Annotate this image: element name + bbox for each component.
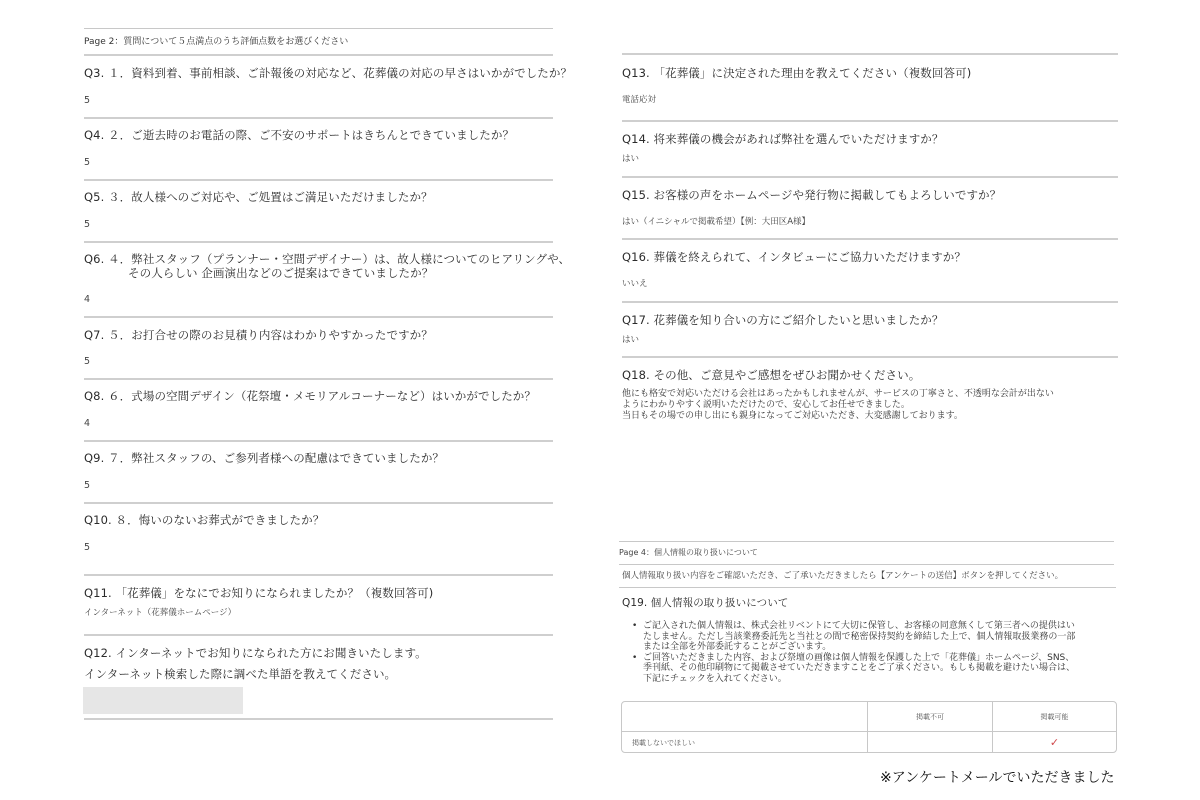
question-q10: Q10. ８．悔いのないお葬式ができましたか？ (84, 513, 325, 527)
answer-q7: 5 (84, 356, 91, 367)
question-q9: Q9. ７．弊社スタッフの、ご参列者様への配慮はできていましたか？ (84, 451, 445, 465)
question-q6-line2: その人らしい 企画演出などのご提案はできていましたか？ (128, 266, 434, 280)
question-q6: Q6. ４．弊社スタッフ（プランナー・空間デザイナー）は、故人様についてのヒアリングや、 (84, 252, 571, 266)
divider (619, 541, 1114, 542)
divider (84, 378, 553, 380)
table-header-blank (622, 702, 868, 731)
question-q12: Q12. インターネットでお知りになられた方にお聞きいたします。 (84, 646, 427, 660)
question-q7: Q7. ５．お打合せの際のお見積り内容はわかりやすかったですか？ (84, 328, 433, 342)
not-allowed-checkbox-cell[interactable] (868, 732, 993, 753)
divider (622, 176, 1118, 178)
answer-q5: 5 (84, 219, 91, 230)
divider (84, 574, 553, 576)
privacy-bullets (632, 621, 1082, 684)
answer-q16: いいえ (622, 279, 648, 289)
consent-table (621, 701, 1117, 753)
answer-q6: 4 (84, 294, 91, 305)
divider (84, 718, 553, 720)
divider (84, 241, 553, 243)
answer-q18-line3: 当日もその場での申し出にも親身になってご対応いただき、大変感謝しております。 (622, 411, 963, 421)
page4-instruction: 個人情報取り扱い内容をご確認いただき、ご了承いただきましたら【アンケートの送信】ボタンを押してください。 (622, 571, 1064, 581)
answer-q14: はい (622, 154, 640, 164)
answer-q4: 5 (84, 157, 91, 168)
checkmark-icon: ✓ (1049, 736, 1060, 749)
divider (622, 301, 1118, 303)
question-q5: Q5. ３．故人様へのご対応や、ご処置はご満足いただけましたか？ (84, 190, 433, 204)
table-header-allowed: 掲載可能 (1040, 712, 1069, 721)
q12-answer-field[interactable] (83, 687, 243, 714)
question-q11: Q11. 「花葬儀」をなにでお知りになられましたか？（複数回答可) (84, 586, 434, 600)
divider (84, 634, 553, 636)
privacy-bullet: • ご記入された個人情報は、株式会社リベントにて大切に保管し、お客様の同意無くして第三者への提供はいたしません。ただし当該業務委託先と当社との間で秘密保持契約を締結した上で、個人情報取扱業務の一部または全部を外部委託することがございます。 (632, 621, 1082, 653)
divider (84, 179, 553, 181)
divider (84, 502, 553, 504)
divider (84, 440, 553, 442)
divider (622, 356, 1118, 358)
divider (619, 564, 1114, 565)
page4-header: Page 4：個人情報の取り扱いについて (619, 548, 758, 557)
answer-q9: 5 (84, 480, 91, 491)
answer-q3: 5 (84, 95, 91, 106)
question-q13: Q13. 「花葬儀」に決定された理由を教えてください（複数回答可) (622, 66, 972, 80)
divider (84, 316, 553, 318)
question-q14: Q14. 将来葬儀の機会があれば弊社を選んでいただけますか？ (622, 132, 944, 146)
answer-q8: 4 (84, 418, 91, 429)
divider (622, 238, 1118, 240)
divider (84, 117, 553, 119)
question-q8: Q8. ６．式場の空間デザイン（花祭壇・メモリアルコーナーなど）はいかがでしたか？ (84, 389, 537, 403)
privacy-bullet: • ご回答いただきました内容、および祭壇の画像は個人情報を保護した上で「花葬儀」ホームページ、SNS、季刊紙、その他印刷物にて掲載させていただきますことをご了承ください。もしも掲載を避けたい場合は、下記にチェックを入れてください。 (632, 653, 1082, 685)
answer-q18-line2: ようにわかりやすく説明いただけたので、安心してお任せできました。 (622, 400, 910, 410)
question-q15: Q15. お客様の声をホームページや発行物に掲載してもよろしいですか？ (622, 188, 1002, 202)
table-row (622, 732, 1116, 753)
allowed-checkbox-cell[interactable] (993, 732, 1116, 753)
footnote: ※アンケートメールでいただきました (880, 770, 1115, 786)
question-q18: Q18. その他、ご意見やご感想をぜひお聞かせください。 (622, 368, 921, 382)
divider (622, 53, 1118, 55)
question-q3: Q3. １．資料到着、事前相談、ご訃報後の対応など、花葬儀の対応の早さはいかがでしたか？ (84, 66, 573, 80)
table-header-row (622, 702, 1116, 732)
answer-q11: インターネット（花葬儀ホームページ） (84, 608, 237, 618)
answer-q17: はい (622, 335, 640, 345)
answer-q10: 5 (84, 542, 91, 553)
answer-q13: 電話応対 (622, 95, 657, 105)
page2-header: Page 2：質問について５点満点のうち評価点数をお選びください (84, 37, 349, 47)
divider (619, 587, 1116, 588)
table-header-not-allowed: 掲載不可 (868, 702, 993, 731)
table-row-label: 掲載しないでほしい (622, 732, 868, 753)
answer-q15: はい（イニシャルで掲載希望）【例：大田区A様】 (622, 217, 811, 227)
divider (84, 54, 553, 56)
question-q4: Q4. ２．ご逝去時のお電話の際、ご不安のサポートはきちんとできていましたか？ (84, 128, 515, 142)
question-q12-line2: インターネット検索した際に調べた単語を教えてください。 (84, 667, 397, 681)
question-q17: Q17. 花葬儀を知り合いの方にご紹介したいと思いましたか？ (622, 313, 944, 327)
answer-q18-line1: 他にも格安で対応いただける会社はあったかもしれませんが、サービスの丁寧さと、不透明な会計が出ない (622, 389, 1054, 399)
question-q16: Q16. 葬儀を終えられて、インタビューにご協力いただけますか？ (622, 250, 967, 264)
divider (622, 120, 1118, 122)
divider (84, 28, 553, 29)
question-q19: Q19. 個人情報の取り扱いについて (622, 597, 789, 609)
